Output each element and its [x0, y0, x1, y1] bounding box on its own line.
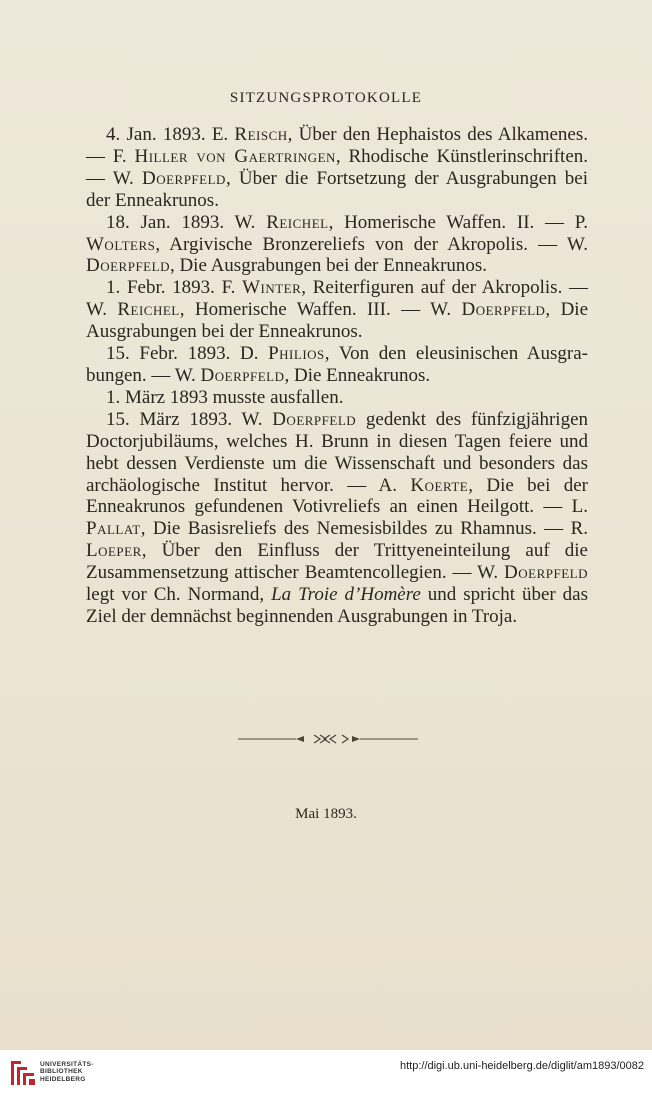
- text-run: legt vor Ch. Normand,: [86, 584, 272, 606]
- text-run: gedenkt des fünfzigjährigen Doctorjubiläums, welches H. Brunn in diesen Tagen feiere und hebt dessen Verdienste um die Wissenschaft und besonders das archäologische Institut hervor. — A.: [86, 408, 589, 496]
- text-run: , Die Enneakrunos.: [284, 364, 431, 386]
- author-name: Pallat: [86, 518, 141, 540]
- author-name: Philios: [268, 343, 325, 365]
- author-name: Doerpfeld: [504, 562, 588, 584]
- paragraph-jan-18: [86, 212, 588, 278]
- text-run: 18. Jan. 1893. W.: [106, 211, 267, 233]
- author-name: Hiller von Gaertringen: [134, 145, 336, 167]
- paragraph-mar-1: [86, 387, 588, 409]
- author-name: Doerpfeld: [461, 299, 546, 321]
- text-run: , Homerische Waffen. II. — P.: [328, 211, 588, 233]
- author-name: Wolters: [86, 233, 156, 255]
- author-name: Doerpfeld: [141, 167, 226, 189]
- text-run: 4. Jan. 1893. E.: [106, 124, 235, 145]
- library-name-line: BIBLIOTHEK: [40, 1068, 83, 1076]
- author-name: Doerpfeld: [272, 408, 357, 430]
- text-run: , Von den eleusinischen Ausgrabungen. — W.: [86, 343, 588, 386]
- text-run: , Rhodische Künstlerinschriften. — W.: [86, 145, 589, 189]
- library-name-line: UNIVERSITÄTS-: [40, 1061, 94, 1068]
- library-name: [40, 1061, 94, 1083]
- text-run: , Die Ausgrabungen bei der Enneakrunos.: [86, 299, 588, 343]
- text-run: , Die Ausgrabungen bei der Enneakrunos.: [169, 255, 488, 277]
- author-name: Winter: [242, 277, 302, 299]
- text-run: 1. März 1893 musste ausfallen.: [106, 386, 344, 408]
- text-run: , Über die Fortsetzung der Ausgrabungen bei der Enneakrunos.: [86, 167, 588, 211]
- closing-date: Mai 1893.: [295, 806, 357, 822]
- book-title: La Troie d’Homère: [271, 584, 421, 606]
- paragraph-mar-15: [86, 409, 588, 628]
- running-head: SITZUNGSPROTOKOLLE: [229, 90, 423, 106]
- text-run: , Reiterfiguren auf der Akropolis. — W.: [86, 277, 589, 321]
- paragraph-feb-15: [86, 343, 588, 387]
- footer-bar: [0, 1050, 652, 1097]
- text-run: , Homerische Waffen. III. — W.: [179, 299, 462, 321]
- author-name: Doerpfeld: [86, 255, 170, 277]
- text-run: 1. Febr. 1893. F.: [106, 277, 243, 299]
- author-name: Reichel: [117, 299, 180, 321]
- text-run: , Argivische Bronzereliefs von der Akropolis. — W.: [155, 233, 588, 255]
- text-run: 15. Febr. 1893. D.: [106, 343, 269, 365]
- source-url-link[interactable]: http://digi.ub.uni-heidelberg.de/diglit/am1893/0082: [399, 1060, 644, 1072]
- author-name: Loeper: [86, 540, 142, 562]
- paragraph-jan-4: [86, 124, 588, 212]
- text-run: , Über den Einfluss der Trittyeneinteilung auf die Zusammensetzung attischer Beamtencollegien. — W.: [86, 540, 588, 584]
- author-name: Reisch: [234, 124, 288, 145]
- text-run: und spricht über das Ziel der demnächst beginnenden Ausgrabungen in Troja.: [86, 584, 588, 627]
- text-run: , Die bei der Enneakrunos gefundenen Votivreliefs an einen Heilgott. — L.: [86, 474, 589, 518]
- library-name-line: HEIDELBERG: [40, 1075, 86, 1083]
- paragraph-feb-1: [86, 277, 588, 343]
- author-name: Doerpfeld: [200, 364, 285, 386]
- heidelberg-library-logo-icon: [8, 1057, 38, 1089]
- text-run: , Über den Hephaistos des Alkamenes. — F.: [86, 124, 588, 167]
- author-name: Reichel: [266, 211, 329, 233]
- minutes-body: [86, 124, 588, 628]
- ornament-divider-icon: [238, 733, 418, 745]
- text-run: 15. März 1893. W.: [106, 408, 273, 430]
- text-run: , Die Basisreliefs des Nemesisbildes zu Rhamnus. — R.: [140, 518, 588, 540]
- author-name: Koerte: [410, 474, 469, 496]
